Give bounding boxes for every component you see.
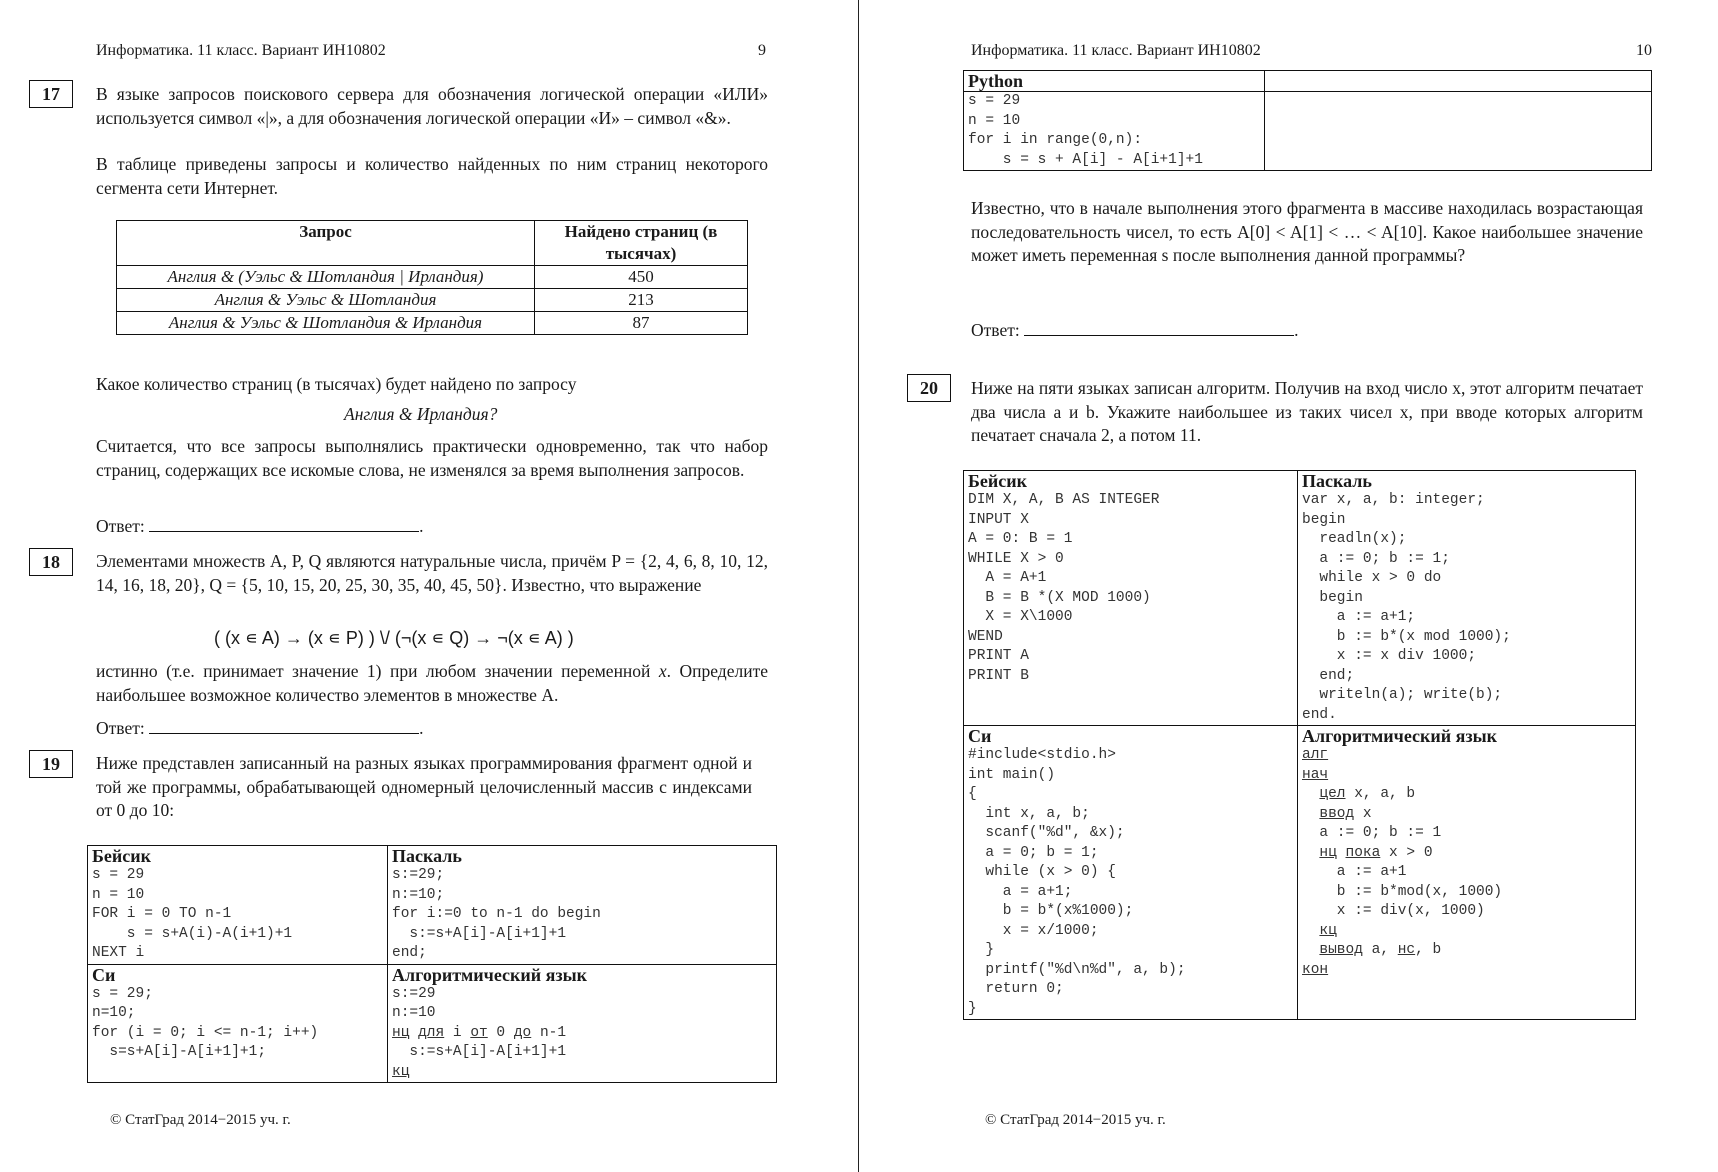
- basic-heading: Бейсик: [968, 471, 1027, 491]
- th-found: Найдено страниц (в тысячах): [535, 221, 748, 266]
- q20-text: Ниже на пяти языках записан алгоритм. Получив на вход число x, этот алгоритм печатает два числа a и b. Укажите наибольшее из таких чисел x, при вводе которых алгоритм печатает сначала 2, а потом 11.: [971, 378, 1643, 445]
- answer-label: Ответ:: [96, 516, 145, 536]
- table-row: [117, 312, 748, 335]
- right-footer: © СтатГрад 2014−2015 уч. г.: [985, 1112, 1166, 1128]
- pascal-code: s:=29; n:=10; for i:=0 to n-1 do begin s:=s+A[i]-A[i+1]+1 end;: [392, 867, 601, 961]
- q17-intro2: В таблице приведены запросы и количество найденных по ним страниц некоторого сегмента сети Интернет.: [96, 154, 768, 198]
- answer-blank[interactable]: [149, 717, 419, 734]
- count-cell: 87: [535, 312, 748, 335]
- question-19-number: 19: [29, 750, 73, 778]
- q20-code-table: [963, 470, 1636, 1020]
- q18-answer: Ответ: .: [96, 718, 424, 738]
- q18-text2: истинно (т.е. принимает значение 1) при любом значении переменной x. Определите наибольшее возможное количество элементов в множестве А.: [96, 661, 768, 705]
- table-row: [117, 289, 748, 312]
- question-18-number: 18: [29, 548, 73, 576]
- pascal-heading: Паскаль: [1302, 471, 1372, 491]
- q17-intro: В языке запросов поискового сервера для обозначения логической операции «ИЛИ» используется символ «|», а для обозначения логической операции «И» – символ «&».: [96, 84, 768, 128]
- right-page-number: 10: [1636, 42, 1652, 59]
- q19-text: Ниже представлен записанный на разных языках программирования фрагмент одной и той же программы, обрабатывающей одномерный целочисленный массив с индексами от 0 до 10:: [96, 753, 752, 820]
- q19-code-table: [87, 845, 777, 1083]
- query-cell: Англия & (Уэльс & Шотландия | Ирландия): [117, 266, 535, 289]
- question-17-number: 17: [29, 80, 73, 108]
- var-x: x: [658, 661, 667, 681]
- c-code: s = 29; n=10; for (i = 0; i <= n-1; i++) s=s+A[i]-A[i+1]+1;: [92, 985, 319, 1060]
- count-cell: 213: [535, 289, 748, 312]
- alg-heading: Алгоритмический язык: [1302, 726, 1498, 746]
- pascal-heading: Паскаль: [392, 846, 462, 866]
- python-code-table: [963, 70, 1652, 171]
- q19-continuation: Известно, что в начале выполнения этого фрагмента в массиве находилась возрастающая последовательность чисел, то есть A[0] < A[1] < … < A[10]. Какое наибольшее значение может иметь переменная s после выполнения данной программы?: [971, 198, 1643, 265]
- table-row: [117, 266, 748, 289]
- python-code: s = 29 n = 10 for i in range(0,n): s = s + A[i] - A[i+1]+1: [968, 93, 1203, 168]
- q18-formula: ( (x ∊ A) → (x ∊ P) ) \/ (¬(x ∊ Q) → ¬(x ∊ A) ): [214, 628, 574, 648]
- left-footer: © СтатГрад 2014−2015 уч. г.: [110, 1112, 291, 1128]
- answer-label: Ответ:: [96, 718, 145, 738]
- python-heading: Python: [968, 71, 1024, 91]
- left-page-header: Информатика. 11 класс. Вариант ИН10802: [96, 42, 386, 59]
- alg-heading: Алгоритмический язык: [392, 964, 588, 985]
- alg-code: алг нач цел x, a, b ввод x a := 0; b := 1 нц пока x > 0 a := a+1 b := b*mod(x, 1000) x := div(x, 1000) кц вывод a, нс, b кон: [1302, 747, 1503, 978]
- basic-heading: Бейсик: [92, 846, 151, 866]
- count-cell: 450: [535, 266, 748, 289]
- q18-text: Элементами множеств А, P, Q являются натуральные числа, причём P = {2, 4, 6, 8, 10, 12, 14, 16, 18, 20}, Q = {5, 10, 15, 20, 25, 30, 35, 40, 45, 50}. Известно, что выражение: [96, 551, 768, 595]
- page-divider: [858, 0, 859, 1172]
- q18-text2a: истинно (т.е. принимает значение 1) при любом значении переменной: [96, 661, 659, 681]
- alg-code: s:=29 n:=10 нц для i от 0 до n-1 s:=s+A[i]-A[i+1]+1 кц: [392, 985, 567, 1080]
- q17-note: Считается, что все запросы выполнялись практически одновременно, так что набор страниц, содержащих все искомые слова, не изменялся за время выполнения запросов.: [96, 436, 768, 480]
- query-cell: Англия & Уэльс & Шотландия & Ирландия: [117, 312, 535, 335]
- basic-code: DIM X, A, B AS INTEGER INPUT X A = 0: B = 1 WHILE X > 0 A = A+1 B = B *(X MOD 1000) X = X\1000 WEND PRINT A PRINT B: [968, 492, 1160, 684]
- question-20-number: 20: [907, 374, 951, 402]
- left-page-number: 9: [758, 42, 766, 59]
- q17-query-table: [116, 220, 748, 335]
- c-heading: Си: [968, 726, 992, 746]
- c-heading: Си: [92, 964, 116, 985]
- answer-blank[interactable]: [1024, 319, 1294, 336]
- q18-text2b: Определите наибольшее возможное количество элементов в множестве А.: [96, 661, 768, 705]
- c-code: #include<stdio.h> int main() { int x, a, b; scanf("%d", &x); a = 0; b = 1; while (x > 0) { a = a+1; b = b*(x%1000); x = x/1000; } printf("%d\n%d", a, b); return 0; }: [968, 747, 1186, 1017]
- basic-code: s = 29 n = 10 FOR i = 0 TO n-1 s = s+A(i)-A(i+1)+1 NEXT i: [92, 867, 293, 961]
- query-cell: Англия & Уэльс & Шотландия: [117, 289, 535, 312]
- q17-query-target: Англия & Ирландия?: [344, 404, 498, 424]
- th-query: Запрос: [117, 221, 535, 266]
- answer-blank[interactable]: [149, 515, 419, 532]
- q17-answer: Ответ: .: [96, 516, 424, 536]
- pascal-code: var x, a, b: integer; begin readln(x); a := 0; b := 1; while x > 0 do begin a := a+1; b := b*(x mod 1000); x := x div 1000; end; writeln(a); write(b); end.: [1302, 492, 1511, 723]
- q17-question: Какое количество страниц (в тысячах) будет найдено по запросу: [96, 374, 577, 394]
- right-page-header: Информатика. 11 класс. Вариант ИН10802: [971, 42, 1261, 59]
- answer-label: Ответ:: [971, 320, 1020, 340]
- q19-answer: Ответ: .: [971, 320, 1299, 340]
